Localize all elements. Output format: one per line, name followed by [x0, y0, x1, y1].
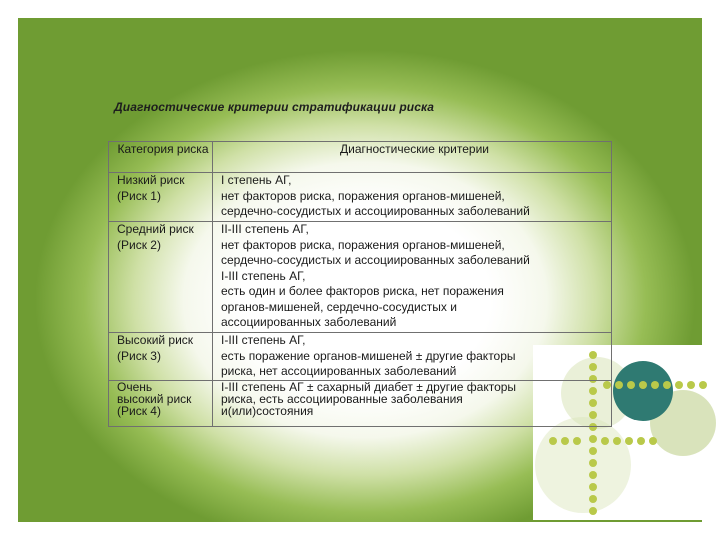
criteria-line: риска, есть ассоциированные заболевания — [221, 392, 463, 406]
decor-circle-teal — [613, 361, 673, 421]
criteria-line: нет факторов риска, поражения органов-мишеней, — [221, 188, 505, 203]
risk-category-cell — [109, 381, 213, 427]
risk-category-cell — [109, 173, 213, 222]
category-line: (Риск 4) — [117, 404, 161, 418]
criteria-cell — [213, 381, 612, 427]
table-row — [109, 222, 612, 333]
risk-category-cell — [109, 333, 213, 381]
criteria-cell — [213, 333, 612, 381]
criteria-line: и(или)состояния — [221, 404, 314, 418]
criteria-line: I-III степень АГ, — [221, 333, 306, 347]
category-line: Высокий риск — [117, 333, 194, 347]
header-diagnostic-criteria: Диагностические критерии — [213, 142, 612, 173]
criteria-cell — [213, 173, 612, 222]
category-line: Очень — [117, 380, 153, 394]
criteria-line: сердечно-сосудистых и ассоциированных заболеваний — [221, 253, 530, 267]
category-line: (Риск 3) — [117, 348, 161, 363]
criteria-line: есть один и более факторов риска, нет поражения — [221, 284, 504, 298]
table-row — [109, 173, 612, 222]
criteria-line: есть поражение органов-мишеней ± другие факторы — [221, 348, 516, 363]
criteria-line: II-III степень АГ, — [221, 222, 309, 236]
header-risk-category: Категория риска — [109, 142, 213, 173]
risk-criteria-table — [108, 141, 612, 427]
category-line: (Риск 2) — [117, 237, 161, 252]
criteria-line: риска, нет ассоциированных заболеваний — [221, 364, 457, 378]
criteria-cell — [213, 222, 612, 333]
category-line: высокий риск — [117, 392, 192, 406]
criteria-line: I степень АГ, — [221, 173, 292, 187]
slide-title: Диагностические критерии стратификации риска — [114, 100, 435, 114]
table-row — [109, 333, 612, 381]
category-line: (Риск 1) — [117, 188, 161, 203]
criteria-line: нет факторов риска, поражения органов-мишеней, — [221, 237, 505, 252]
criteria-line: органов-мишеней, сердечно-сосудистых и — [221, 299, 457, 314]
category-line: Средний риск — [117, 222, 194, 236]
criteria-line: I-III степень АГ ± сахарный диабет ± другие факторы — [221, 380, 517, 394]
table-header-row — [109, 142, 612, 173]
criteria-line: сердечно-сосудистых и ассоциированных заболеваний — [221, 204, 530, 218]
table-row — [109, 381, 612, 427]
decor-circle-large — [535, 417, 631, 513]
category-line: Низкий риск — [117, 173, 185, 187]
criteria-line: ассоциированных заболеваний — [221, 315, 397, 329]
criteria-line: I-III степень АГ, — [221, 268, 306, 283]
risk-category-cell — [109, 222, 213, 333]
